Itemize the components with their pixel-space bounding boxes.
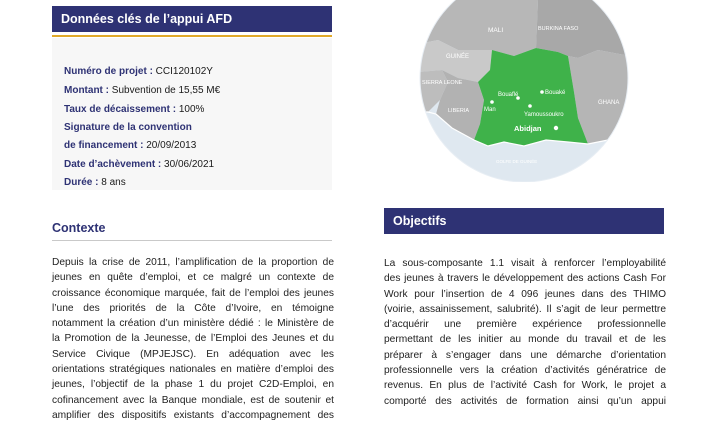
objectives-line: La sous-composante 1.1 visait à renforcer l’employabilité <box>384 258 666 269</box>
context-line: croissance économique marquée, fait de l’emploi des jeunes <box>52 287 334 299</box>
key-field-completion-date: Date d’achèvement : 30/06/2021 <box>64 159 215 170</box>
objectives-line: préparer à s’engager dans une démarche d’orientation <box>384 349 666 361</box>
objectives-line: professionnelle vers la création d’activités génératrice de <box>384 365 666 377</box>
objectives-line: comporté des activités de formation ainsi qu’un appui <box>384 395 666 407</box>
key-field-project-number: Numéro de projet : CCI120102Y <box>64 66 213 77</box>
objectives-line: revenus. En plus de l’activité Cash for Work, le projet a <box>384 380 666 392</box>
context-line: Depuis la crise de 2011, l’amplification de la proportion de <box>52 257 334 268</box>
city-dot-bouake <box>540 90 544 94</box>
label-mali: MALI <box>488 27 504 34</box>
objectives-line: d’acquérir une première expérience professionnelle <box>384 319 666 331</box>
context-line: orientations stratégiques nationales en matière d’emploi des <box>52 364 334 376</box>
context-line: jeunes, l’objectif de la phase 1 du projet C2D-Emploi, en <box>52 379 334 391</box>
context-line: cofinancement avec la Banque mondiale, est de soutenir et <box>52 394 334 406</box>
header-divider <box>52 35 332 37</box>
objectives-title: Objectifs <box>393 214 447 228</box>
context-line: jeunes en quête d’emploi, et ce malgré un contexte de <box>52 272 334 284</box>
key-field-signature-date: de financement : 20/09/2013 <box>64 140 197 151</box>
key-data-header <box>52 6 332 32</box>
label-yamoussoukro: Yamoussoukro <box>524 112 564 118</box>
context-line: la Promotion de la Jeunesse, de l’Emploi des Jeunes et du <box>52 333 334 345</box>
city-dot-yamoussoukro <box>528 104 532 108</box>
context-paragraph <box>52 255 334 423</box>
label-abidjan: Abidjan <box>514 124 542 133</box>
cote-divoire-map <box>418 0 630 182</box>
key-field-amount: Montant : Subvention de 15,55 M€ <box>64 85 221 96</box>
objectives-line: des jeunes à travers le développement des actions Cash For <box>384 273 666 285</box>
key-field-duration: Durée : 8 ans <box>64 177 126 188</box>
label-bouafle: Bouaflé <box>498 92 519 98</box>
context-title: Contexte <box>52 221 106 235</box>
key-field-signature-label: Signature de la convention <box>64 122 192 133</box>
city-dot-man <box>490 100 494 104</box>
label-liberia: LIBERIA <box>448 108 470 114</box>
objectives-line: permettant de les initier au monde du travail et de les <box>384 334 666 346</box>
label-sierra-leone: SIERRA LEONE <box>422 80 463 86</box>
context-divider <box>52 240 332 241</box>
context-line: amplifier des dispositifs existants d’accompagnement des <box>52 409 334 421</box>
label-burkina: BURKINA FASO <box>538 26 579 32</box>
label-guinee: GUINÉE <box>446 54 470 60</box>
city-dot-abidjan <box>554 126 558 130</box>
key-data-title: Données clés de l’appui AFD <box>61 12 233 26</box>
label-bouake: Bouaké <box>545 90 566 96</box>
context-line: l’une des priorités de la Côte d’Ivoire, en témoigne <box>52 302 334 314</box>
key-field-disbursement: Taux de décaissement : 100% <box>64 104 205 115</box>
context-line: notamment la création d’un ministère dédié : le Ministère de <box>52 318 334 330</box>
objectives-line: (voirie, assainissement, salubrité). Il s’agit de leur permettre <box>384 303 666 315</box>
label-man: Man <box>484 107 496 113</box>
objectives-header <box>384 208 664 234</box>
objectives-paragraph <box>384 256 666 409</box>
objectives-line: Work pour l’insertion de 4 096 jeunes dans des THIMO <box>384 288 666 300</box>
context-line: Service Civique (MPJEJSC). En adéquation avec les <box>52 348 334 360</box>
label-gulf: GOLFE DE GUINÉE <box>496 159 538 164</box>
label-ghana: GHANA <box>598 100 620 106</box>
